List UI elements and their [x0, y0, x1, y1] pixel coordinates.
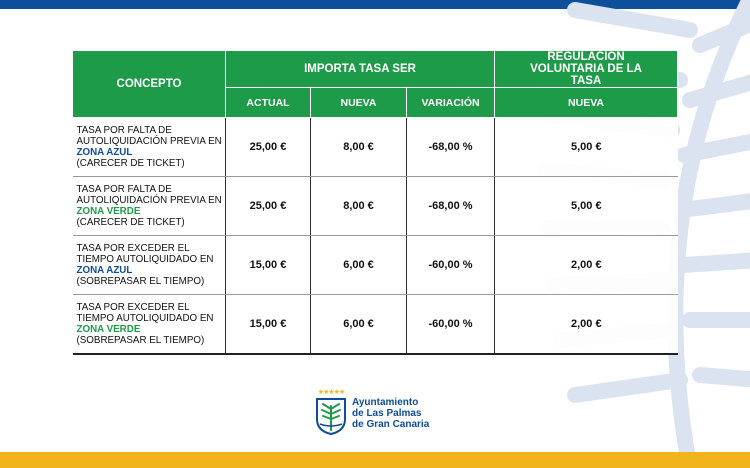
concepto-note: (SOBREPASAR EL TIEMPO)	[76, 276, 205, 287]
logo-line-3: de Gran Canaria	[352, 419, 430, 430]
zona-label: ZONA VERDE	[76, 206, 141, 217]
logo-line-1: Ayuntamiento	[352, 397, 419, 408]
nueva-cell: 8,00 €	[311, 118, 407, 177]
table-row	[73, 177, 678, 236]
ayuntamiento-logo	[315, 389, 445, 437]
regulacion-cell: 5,00 €	[495, 177, 678, 236]
concepto-cell	[73, 236, 226, 295]
concepto-note: (CARECER DE TICKET)	[76, 217, 185, 228]
tasa-table	[72, 50, 678, 355]
nueva-cell: 8,00 €	[311, 177, 407, 236]
header-regulacion-voluntaria: REGULACIÓN VOLUNTARIA DE LA TASA	[495, 51, 678, 88]
concepto-note: (CARECER DE TICKET)	[76, 158, 185, 169]
regulacion-cell: 2,00 €	[495, 295, 678, 355]
table-row	[73, 295, 678, 355]
zona-label: ZONA VERDE	[76, 324, 141, 335]
variacion-cell: -68,00 %	[407, 177, 495, 236]
concepto-note: (SOBREPASAR EL TIEMPO)	[76, 335, 205, 346]
zona-label: ZONA AZUL	[76, 147, 133, 158]
header-variacion: VARIACIÓN	[407, 88, 495, 118]
table-row	[73, 236, 678, 295]
variacion-cell: -60,00 %	[407, 236, 495, 295]
logo-line-2: de Las Palmas	[352, 408, 422, 419]
nueva-cell: 6,00 €	[311, 295, 407, 355]
zona-label: ZONA AZUL	[76, 265, 133, 276]
actual-cell: 25,00 €	[226, 177, 311, 236]
nueva-cell: 6,00 €	[311, 236, 407, 295]
actual-cell: 15,00 €	[226, 236, 311, 295]
concepto-text: TASA POR FALTA DE AUTOLIQUIDACIÓN PREVIA EN	[76, 184, 222, 206]
concepto-text: TASA POR EXCEDER EL TIEMPO AUTOLIQUIDADO EN	[76, 302, 214, 324]
bottom-bar	[0, 452, 750, 468]
regulacion-cell: 2,00 €	[495, 236, 678, 295]
logo-text	[352, 397, 452, 430]
table-row	[73, 118, 678, 177]
concepto-text: TASA POR FALTA DE AUTOLIQUIDACIÓN PREVIA EN	[76, 125, 222, 147]
palm-shield-icon	[315, 397, 347, 435]
variacion-cell: -60,00 %	[407, 295, 495, 355]
concepto-cell	[73, 295, 226, 355]
variacion-cell: -68,00 %	[407, 118, 495, 177]
header-concepto: CONCEPTO	[73, 51, 226, 118]
actual-cell: 25,00 €	[226, 118, 311, 177]
regulacion-cell: 5,00 €	[495, 118, 678, 177]
header-nueva: NUEVA	[311, 88, 407, 118]
concepto-text: TASA POR EXCEDER EL TIEMPO AUTOLIQUIDADO EN	[76, 243, 214, 265]
header-nueva-regulacion: NUEVA	[495, 88, 678, 118]
concepto-cell	[73, 118, 226, 177]
actual-cell: 15,00 €	[226, 295, 311, 355]
stars-icon: ★★★★★	[317, 389, 345, 396]
header-actual: ACTUAL	[226, 88, 311, 118]
concepto-cell	[73, 177, 226, 236]
header-importa-tasa-ser: IMPORTA TASA SER	[226, 51, 495, 88]
